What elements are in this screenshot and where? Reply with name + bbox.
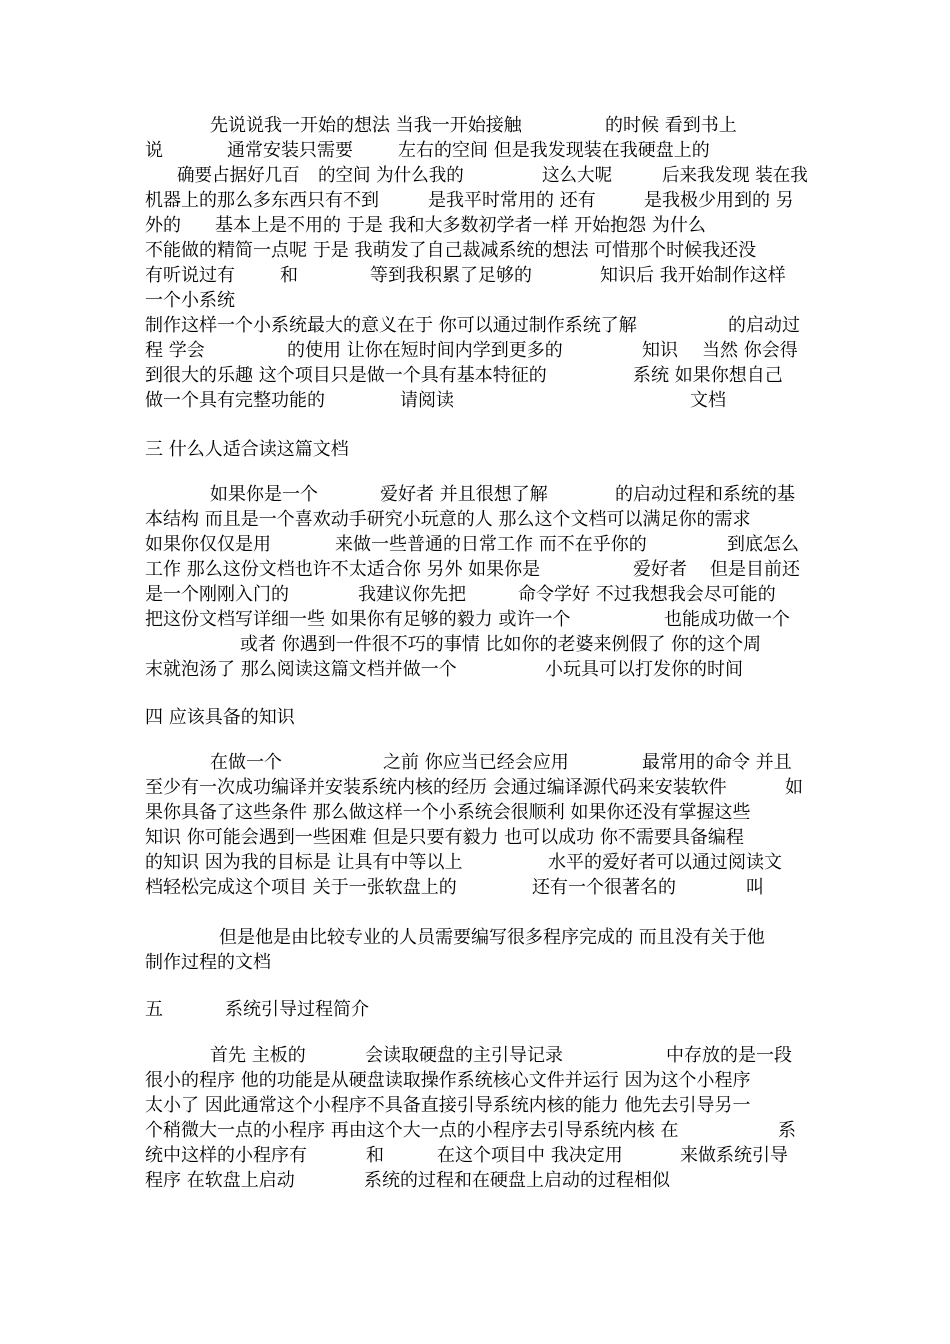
text-fragment: 不能做的精简一点呢 于是 我萌发了自己裁减系统的想法 可惜那个时候我还没 [145,240,757,261]
text-fragment: 来做一些普通的日常工作 而不在乎你的 [335,534,647,555]
text-fragment: 到很大的乐趣 这个项目只是做一个具有基本特征的 [145,365,547,386]
text-fragment: 但是他是由比较专业的人员需要编写很多程序完成的 而且没有关于他 [219,927,765,948]
text-fragment: 叫 [746,877,764,898]
text-fragment: 文档 [690,390,726,411]
text-fragment: 本结构 而且是一个喜欢动手研究小玩意的人 那么这个文档可以满足你的需求 [145,509,751,530]
text-line [0,557,800,583]
text-fragment: 但是目前还 [710,559,800,580]
text-line [0,507,751,533]
text-fragment: 程 学会 [145,340,205,361]
text-fragment: 至少有一次成功编译并安装系统内核的经历 会通过编译源代码来安装软件 [145,777,727,798]
text-fragment: 确要占据好几百 [177,165,300,186]
text-fragment: 是我极少用到的 另 [644,190,794,211]
text-fragment: 把这份文档写详细一些 如果你有足够的毅力 或许一个 [145,609,571,630]
text-fragment: 有听说过有 [145,265,235,286]
text-fragment: 在做一个 [210,752,282,773]
text-fragment: 还有一个很著名的 [532,877,676,898]
text-line [0,950,271,976]
text-fragment: 如果你仅仅是用 [145,534,271,555]
text-fragment: 后来我发现 装在我 [661,165,808,186]
text-line [0,138,710,164]
text-fragment: 爱好者 并且很想了解 [380,484,548,505]
text-fragment: 工作 那么这份文档也许不太适合你 另外 如果你是 [145,559,541,580]
text-line [0,800,751,826]
text-fragment: 这么大呢 [542,165,613,186]
text-line [0,263,786,289]
text-fragment: 的知识 因为我的目标是 让具有中等以上 [145,852,463,873]
text-fragment: 到底怎么 [727,534,799,555]
text-fragment: 先说说我一开始的想法 当我一开始接触 [210,115,522,136]
text-fragment: 和 [366,1145,384,1166]
text-line [0,1068,751,1094]
text-fragment: 知识 你可能会遇到一些困难 但是只要有毅力 也可以成功 你不需要具备编程 [145,827,744,848]
text-fragment: 外的 [145,215,181,236]
text-fragment: 命令学好 不过我想我会尽可能的 [518,584,776,605]
text-line [0,825,744,851]
text-fragment: 的启动过程和系统的基 [615,484,795,505]
text-fragment: 左右的空间 但是我发现装在我硬盘上的 [398,140,710,161]
text-fragment: 或者 你遇到一件很不巧的事情 比如你的老婆来例假了 你的这个周 [240,634,762,655]
text-fragment: 系统的过程和在硬盘上启动的过程相似 [364,1170,670,1191]
text-fragment: 和 [280,265,298,286]
text-fragment: 制作这样一个小系统最大的意义在于 你可以通过制作系统了解 [145,315,637,336]
text-fragment: 三 什么人适合读这篇文档 [145,439,349,460]
section-heading [0,997,369,1023]
text-line [0,775,803,801]
text-fragment: 程序 在软盘上启动 [145,1170,295,1191]
text-fragment: 太小了 因此通常这个小程序不具备直接引导系统内核的能力 他先去引导另一 [145,1095,751,1116]
text-fragment: 是一个刚刚入门的 [145,584,289,605]
text-fragment: 末就泡汤了 那么阅读这篇文档并做一个 [145,659,457,680]
text-fragment: 知识后 我开始制作这样 [600,265,786,286]
section-heading [0,437,349,463]
text-fragment: 中存放的是一段 [666,1045,792,1066]
text-line [0,1118,796,1144]
text-line [0,657,743,683]
text-fragment: 一个小系统 [145,290,235,311]
text-fragment: 在这个项目中 我决定用 [437,1145,623,1166]
section-heading [0,705,295,731]
text-fragment: 会读取硬盘的主引导记录 [365,1045,563,1066]
text-line [0,113,737,139]
text-fragment: 系统 如果你想自己 [633,365,783,386]
text-fragment: 的空间 为什么我的 [318,165,464,186]
text-line [0,1043,792,1069]
text-fragment: 之前 你应当已经会应用 [383,752,569,773]
text-line [0,632,762,658]
text-fragment: 很小的程序 他的功能是从硬盘读取操作系统核心文件并运行 因为这个小程序 [145,1070,751,1091]
text-line [0,213,706,239]
text-fragment: 档轻松完成这个项目 关于一张软盘上的 [145,877,457,898]
text-fragment: 等到我积累了足够的 [370,265,532,286]
text-line [0,1168,670,1194]
text-fragment: 制作过程的文档 [145,952,271,973]
text-fragment: 的启动过 [728,315,800,336]
text-fragment: 请阅读 [400,390,454,411]
text-line [0,238,757,264]
text-line [0,532,799,558]
text-line [0,338,798,364]
text-fragment: 五 [145,999,163,1020]
text-line [0,188,794,214]
text-line [0,607,790,633]
text-fragment: 系 [778,1120,796,1141]
text-line [0,288,235,314]
text-line [0,313,800,339]
text-fragment: 的时候 看到书上 [605,115,737,136]
text-line [0,925,765,951]
text-line [0,582,776,608]
text-line [0,875,764,901]
text-fragment: 基本上是不用的 于是 我和大多数初学者一样 开始抱怨 为什么 [215,215,706,236]
text-fragment: 爱好者 [633,559,687,580]
text-fragment: 机器上的那么多东西只有不到 [145,190,379,211]
text-fragment: 是我平时常用的 还有 [428,190,596,211]
text-fragment: 说 [145,140,163,161]
text-fragment: 的使用 让你在短时间内学到更多的 [287,340,563,361]
text-fragment: 系统引导过程简介 [225,999,369,1020]
text-line [0,750,792,776]
text-line [0,363,783,389]
text-fragment: 也能成功做一个 [664,609,790,630]
text-fragment: 如 [785,777,803,798]
text-fragment: 统中这样的小程序有 [145,1145,307,1166]
text-fragment: 通常安装只需要 [227,140,353,161]
text-fragment: 首先 主板的 [210,1045,306,1066]
text-fragment: 最常用的命令 并且 [642,752,792,773]
text-line [0,850,782,876]
text-line [0,388,726,414]
text-fragment: 做一个具有完整功能的 [145,390,325,411]
text-fragment: 水平的爱好者可以通过阅读文 [548,852,782,873]
text-line [0,163,808,189]
text-fragment: 当然 你会得 [702,340,798,361]
text-fragment: 个稍微大一点的小程序 再由这个大一点的小程序去引导系统内核 在 [145,1120,679,1141]
text-fragment: 四 应该具备的知识 [145,707,295,728]
text-line [0,1093,751,1119]
text-fragment: 如果你是一个 [210,484,318,505]
text-line [0,1143,788,1169]
text-fragment: 小玩具可以打发你的时间 [545,659,743,680]
text-fragment: 我建议你先把 [358,584,466,605]
text-line [0,482,795,508]
text-fragment: 知识 [642,340,678,361]
text-fragment: 来做系统引导 [680,1145,788,1166]
text-fragment: 果你具备了这些条件 那么做这样一个小系统会很顺利 如果你还没有掌握这些 [145,802,751,823]
